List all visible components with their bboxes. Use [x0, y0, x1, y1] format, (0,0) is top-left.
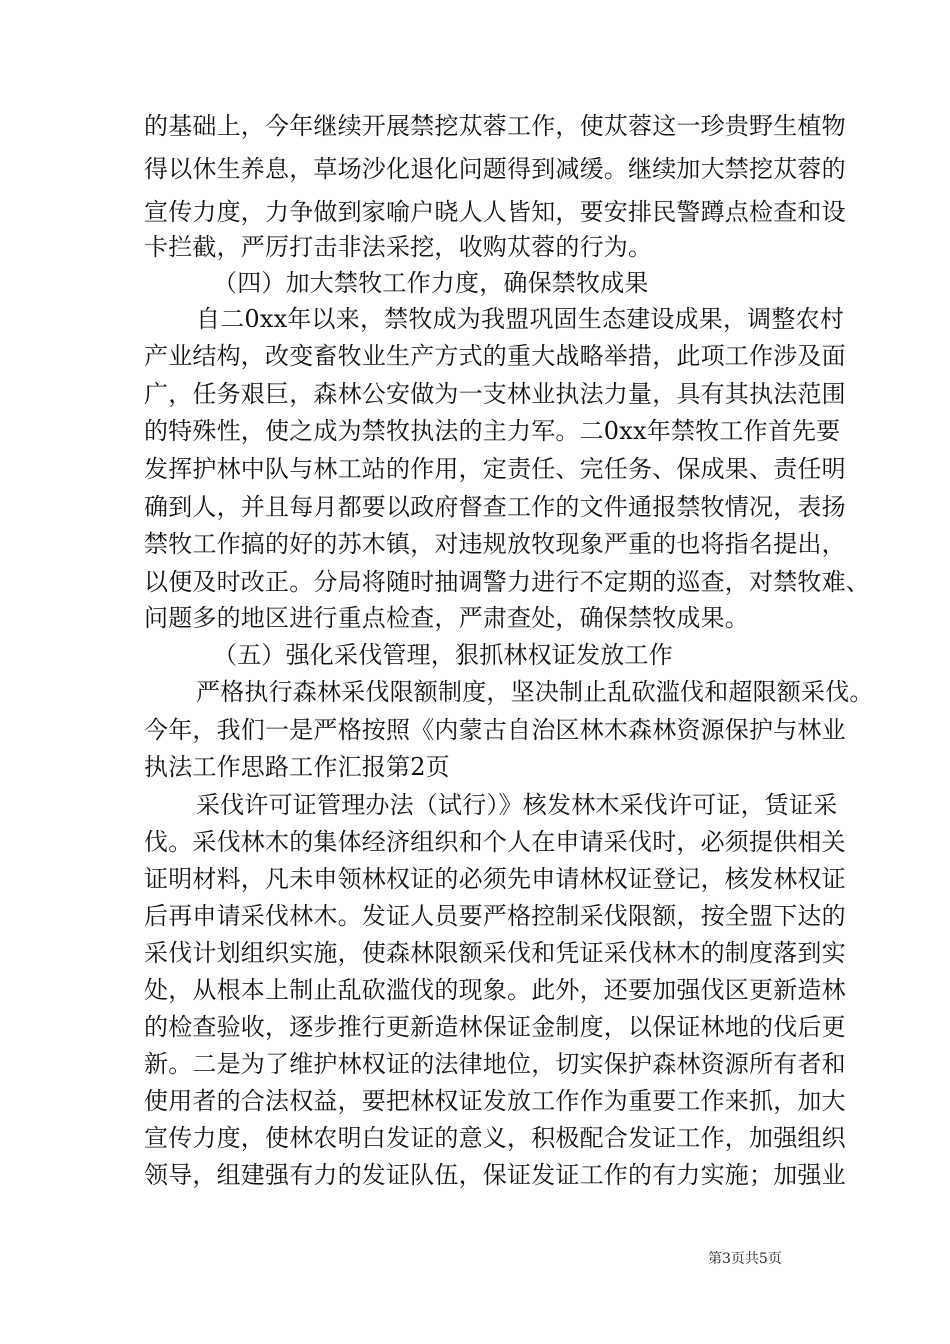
text-line: 确到人，并且每月都要以政府督查工作的文件通报禁牧情况，表扬 [144, 493, 846, 521]
text-line: 的检查验收，逐步推行更新造林保证金制度，以保证林地的伐后更 [144, 1013, 846, 1041]
section-heading: （四）加大禁牧工作力度，确保禁牧成果 [213, 269, 649, 297]
text-line: 执法工作思路工作汇报第2页 [144, 753, 450, 781]
text-line: 产业结构，改变畜牧业生产方式的重大战略举措，此项工作涉及面 [144, 342, 846, 370]
text-line: 新。二是为了维护林权证的法律地位，切实保护森林资源所有者和 [144, 1050, 846, 1078]
text-line: 得以休生养息，草场沙化退化问题得到减缓。继续加大禁挖苁蓉的 [144, 155, 846, 183]
text-line: 采伐许可证管理办法（试行）》核发林木采伐许可证，赁证采 [196, 791, 838, 819]
text-line: 证明材料，凡未申领林权证的必须先申请林权证登记，核发林权证 [144, 865, 846, 893]
page-number-footer: 第3页共5页 [708, 1251, 782, 1267]
text-line: 使用者的合法权益，要把林权证发放工作作为重要工作来抓，加大 [144, 1087, 846, 1115]
text-line: 后再申请采伐林木。发证人员要严格控制采伐限额，按全盟下达的 [144, 902, 846, 930]
text-line: 领导，组建强有力的发证队伍，保证发证工作的有力实施；加强业 [144, 1161, 846, 1189]
text-line: 采伐计划组织实施，使森林限额采伐和凭证采伐林木的制度落到实 [144, 939, 846, 967]
text-line: 卡拦截，严厉打击非法采挖，收购苁蓉的行为。 [144, 233, 653, 261]
section-heading: （五）强化采伐管理，狠抓林权证发放工作 [213, 641, 673, 669]
text-line: 宣传力度，使林农明白发证的意义，积极配合发证工作，加强组织 [144, 1124, 846, 1152]
text-line: 的特殊性，使之成为禁牧执法的主力军。二0xx年禁牧工作首先要 [144, 417, 841, 445]
text-line: 宣传力度，力争做到家喻户晓人人皆知，要安排民警蹲点检查和设 [144, 198, 846, 226]
text-line: 发挥护林中队与林工站的作用，定责任、完任务、保成果、责任明 [144, 455, 846, 483]
text-line: 的基础上，今年继续开展禁挖苁蓉工作，使苁蓉这一珍贵野生植物 [144, 112, 846, 140]
text-line: 严格执行森林采伐限额制度，坚决制止乱砍滥伐和超限额采伐。 [196, 678, 874, 706]
text-line: 伐。采伐林木的集体经济组织和个人在申请采伐时，必须提供相关 [144, 828, 846, 856]
text-line: 禁牧工作搞的好的苏木镇，对违规放牧现象严重的也将指名提出， [144, 530, 846, 558]
text-line: 广，任务艰巨，森林公安做为一支林业执法力量，具有其执法范围 [144, 380, 846, 408]
text-line: 以便及时改正。分局将随时抽调警力进行不定期的巡查，对禁牧难、 [144, 568, 870, 596]
text-line: 自二0xx年以来，禁牧成为我盟巩固生态建设成果，调整农村 [196, 305, 844, 333]
text-line: 问题多的地区进行重点检查，严肃查处，确保禁牧成果。 [144, 604, 749, 632]
text-line: 今年，我们一是严格按照《内蒙古自治区林木森林资源保护与林业 [144, 716, 846, 744]
text-line: 处，从根本上制止乱砍滥伐的现象。此外，还要加强伐区更新造林 [144, 976, 846, 1004]
